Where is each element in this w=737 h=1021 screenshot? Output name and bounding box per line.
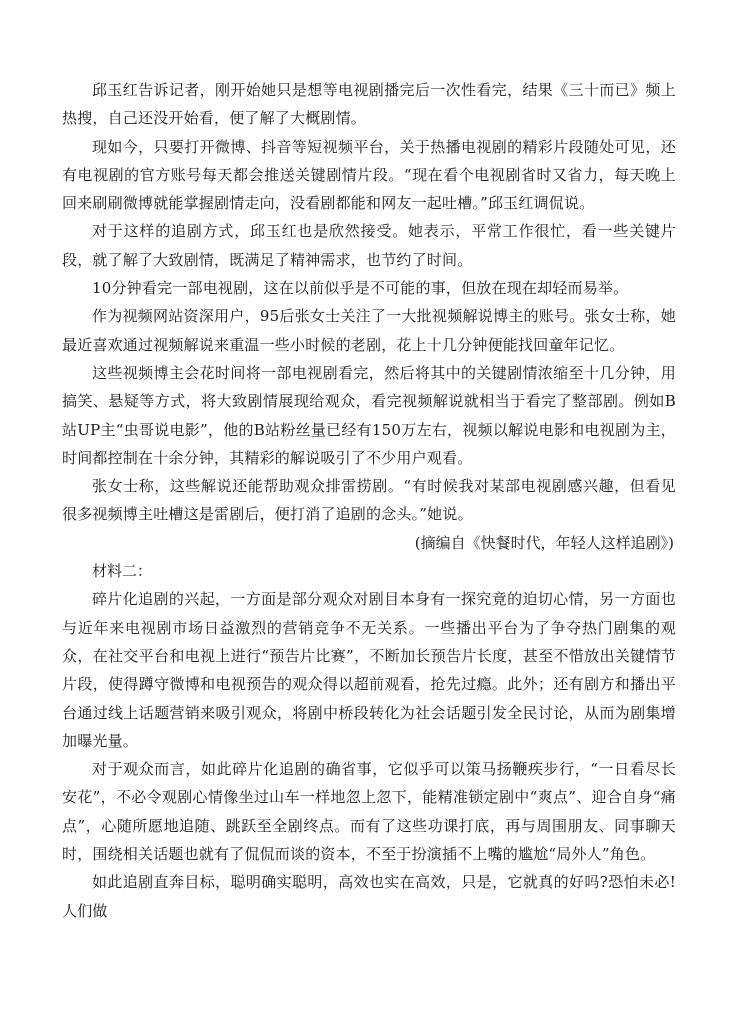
paragraph: 这些视频博主会花时间将一部电视剧看完，然后将其中的关键剧情浓缩至十几分钟，用搞笑、悬疑等方式，将大致剧情展现给观众，看完视频解说就相当于看完了整部剧。例如B站UP主“虫哥说电影”，他的B站粉丝量已经有150万左右，视频以解说电影和电视剧为主，时间都控制在十余分钟，其精彩的解说吸引了不少用户观看。 (62, 363, 676, 467)
source-citation: (摘编自《快餐时代，年轻人这样追剧》) (414, 533, 674, 552)
paragraph: 对于这样的追剧方式，邱玉红也是欣然接受。她表示，平常工作很忙，看一些关键片段，就了解了大致剧情，既满足了精神需求，也节约了时间。 (62, 222, 676, 269)
section-heading: 材料二： (92, 562, 153, 581)
paragraph: 对于观众而言，如此碎片化追剧的确省事，它似乎可以策马扬鞭疾步行，“一日看尽长安花”，不必令观剧心情像坐过山车一样地忽上忽下，能精准锁定剧中“爽点”、迎合自身“痛点”，心随所愿地追随、跳跃至全剧终点。而有了这些功课打底，再与周围朋友、同事聊天时，围绕相关话题也就有了侃侃而谈的资本，不至于扮演插不上嘴的尴尬“局外人”角色。 (62, 760, 676, 864)
document-body (62, 76, 676, 925)
paragraph: 作为视频网站资深用户，95后张女士关注了一大批视频解说博主的账号。张女士称，她最近喜欢通过视频解说来重温一些小时候的老剧，花上十几分钟便能找回童年记忆。 (62, 307, 676, 354)
paragraph: 碎片化追剧的兴起，一方面是部分观众对剧目本身有一探究竟的迫切心情，另一方面也与近年来电视剧市场日益激烈的营销竞争不无关系。一些播出平台为了争夺热门剧集的观众，在社交平台和电视上进行“预告片比赛”，不断加长预告片长度，甚至不惜放出关键情节片段，使得蹲守微博和电视预告的观众得以超前观看，抢先过瘾。此外；还有剧方和播出平台通过线上话题营销来吸引观众，将剧中桥段转化为社会话题引发全民讨论，从而为剧集增加曝光量。 (62, 590, 676, 750)
paragraph: 如此追剧直奔目标，聪明确实聪明，高效也实在高效，只是，它就真的好吗?恐怕未必!人们做 (62, 873, 676, 920)
paragraph: 现如今，只要打开微博、抖音等短视频平台，关于热播电视剧的精彩片段随处可见，还有电视剧的官方账号每天都会推送关键剧情片段。“现在看个电视剧省时又省力，每天晚上回来刷刷微博就能掌握剧情走向，没看剧都能和网友一起吐槽。”邱玉红调侃说。 (62, 137, 676, 213)
paragraph: 10分钟看完一部电视剧，这在以前似乎是不可能的事，但放在现在却轻而易举。 (92, 279, 629, 298)
paragraph: 张女士称，这些解说还能帮助观众排雷捞剧。“有时候我对某部电视剧感兴趣，但看见很多视频博主吐槽这是雷剧后，便打消了追剧的念头。”她说。 (62, 477, 676, 524)
paragraph: 邱玉红告诉记者，刚开始她只是想等电视剧播完后一次性看完，结果《三十而已》频上热搜，自己还没开始看，便了解了大概剧情。 (62, 81, 676, 128)
